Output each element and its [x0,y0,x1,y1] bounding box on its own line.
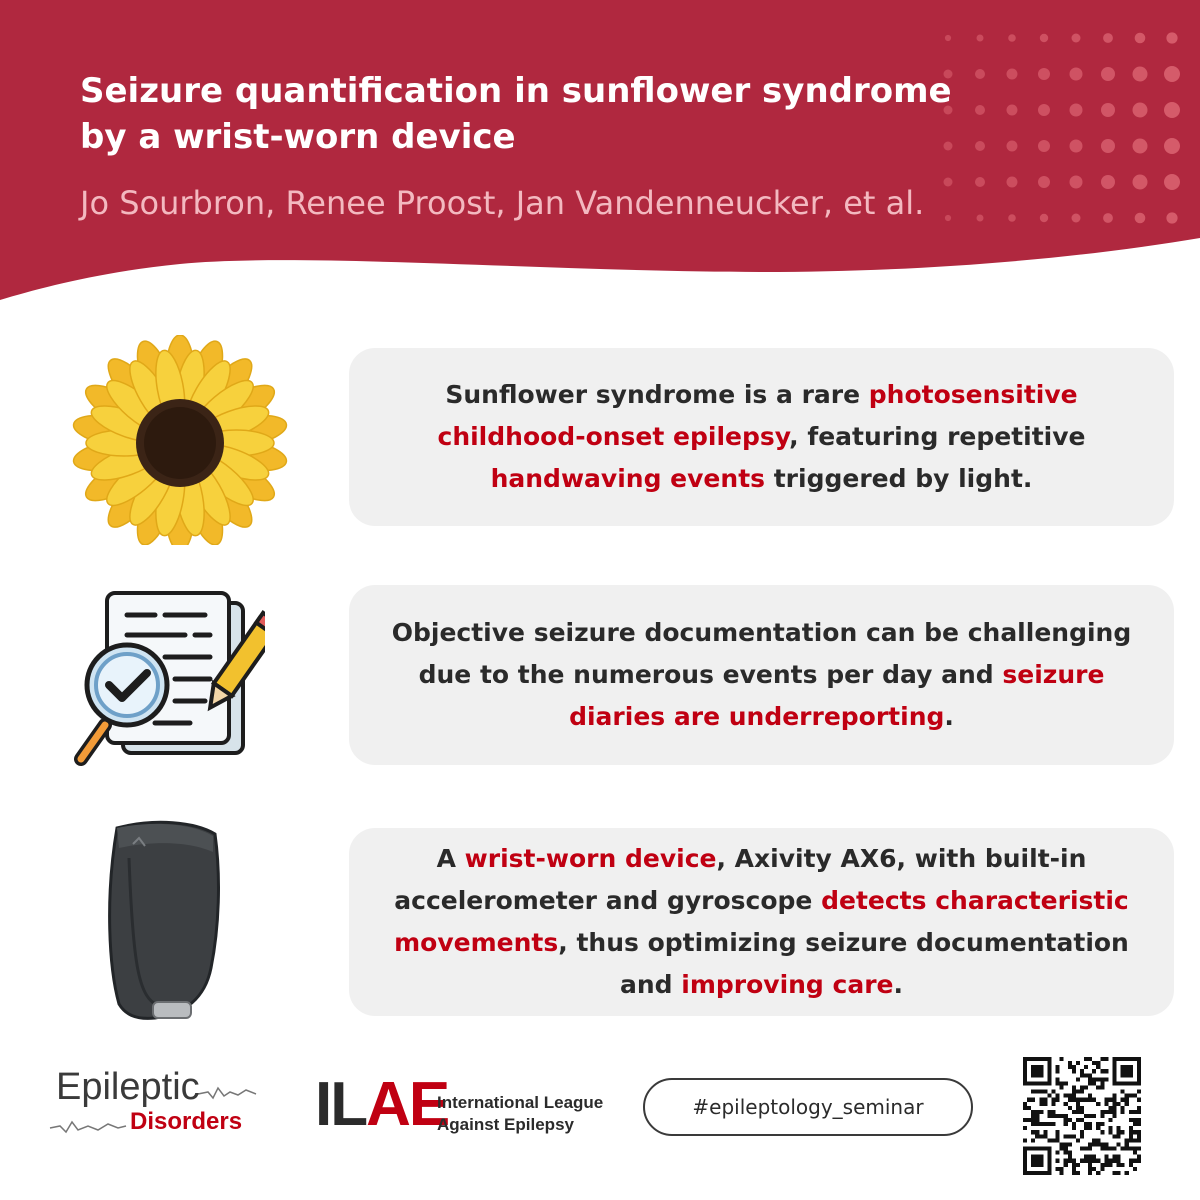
poster-title: Seizure quantification in sunflower syndrome by a wrist-worn device [80,71,952,157]
ilae-logo[interactable] [315,1070,615,1140]
journal-name-line1: Epileptic [56,1066,200,1108]
header-background [0,0,1200,320]
hashtag-button[interactable]: #epileptology_seminar [643,1078,973,1136]
wristband-icon [95,818,235,1030]
info-card-syndrome [349,348,1174,526]
author-list: Jo Sourbron, Renee Proost, Jan Vandenneucker, et al. [80,184,925,222]
document-check-icon [65,585,265,775]
epileptic-disorders-logo[interactable] [48,1062,263,1142]
journal-name-line2: Disorders [130,1108,243,1135]
info-card-device [349,828,1174,1016]
card-text-syndrome: Sunflower syndrome is a rare photosensitive childhood-onset epilepsy, featuring repetitive handwaving events triggered by light. [437,380,1086,493]
ilae-mark: ILAE [315,1070,449,1139]
card-text-device: A wrist-worn device, Axivity AX6, with built-in accelerometer and gyroscope detects characteristic movements, thus optimizing seizure documentation and improving care. [394,844,1129,999]
qr-code-icon[interactable] [1023,1057,1141,1175]
ilae-full-name: International League Against Epilepsy [437,1093,604,1134]
sunflower-icon [70,335,290,545]
card-text-documentation: Objective seizure documentation can be challenging due to the numerous events per day and seizure diaries are underreporting. [391,618,1132,731]
info-card-documentation [349,585,1174,765]
